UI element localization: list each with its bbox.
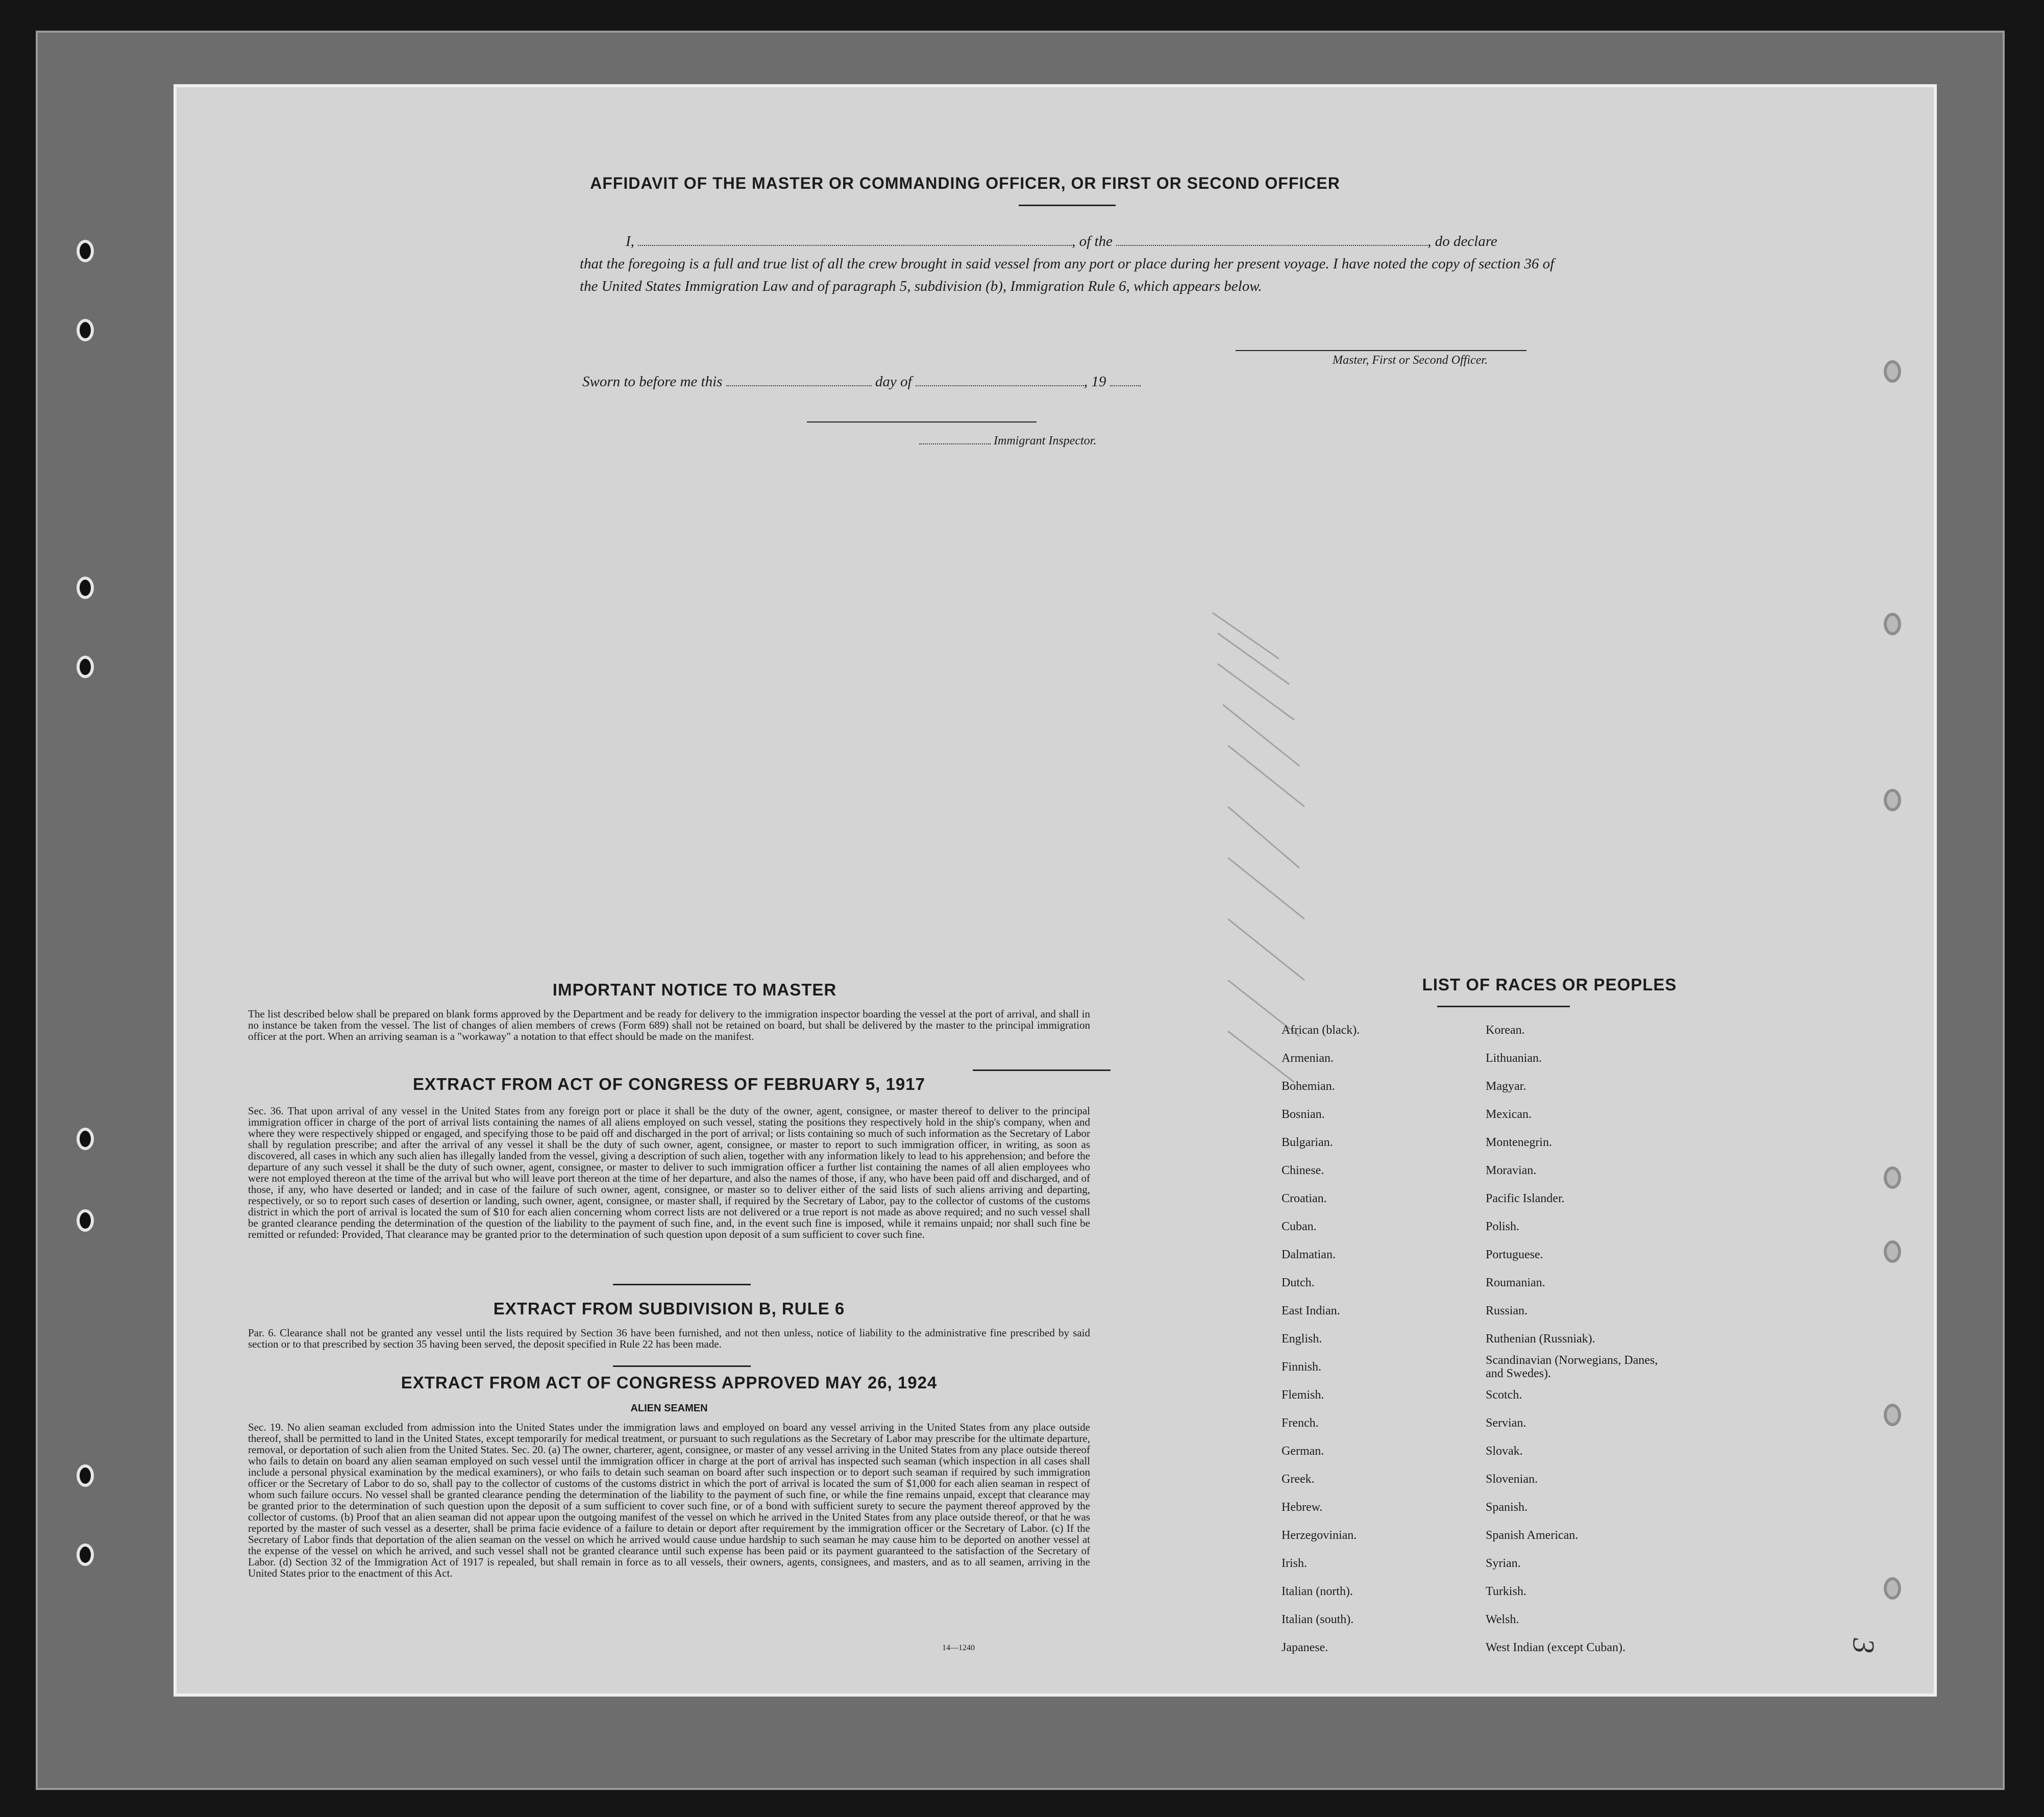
officer-name-field[interactable]	[638, 233, 1072, 246]
binder-hole	[77, 1209, 94, 1232]
extract-1917-title: EXTRACT FROM ACT OF CONGRESS OF FEBRUARY 5, 1917	[413, 1075, 925, 1093]
race-left: Armenian.	[1282, 1052, 1334, 1065]
form-number: 14—1240	[942, 1644, 975, 1652]
divider	[973, 1069, 1111, 1071]
page-hole	[1884, 789, 1901, 811]
race-right: Slovak.	[1486, 1445, 1523, 1458]
race-left: Flemish.	[1282, 1388, 1324, 1402]
binder-hole	[77, 1544, 94, 1566]
extract-1917-body: Sec. 36. That upon arrival of any vessel in the United States from any foreign port or place it shall be the duty of the owner, agent, consignee, or master thereof to deliver to the principal immigration officer in charge of the port of arrival lists containing the names of all aliens employed on such vessel, stating the positions they respectively hold in the ship's company, when and where they were respectively shipped or engaged, and specifying those to be paid off and discharged in the port of arrival; or lists containing so much of such information as the Secretary of Labor shall by regulation prescribe; and after the arrival of any vessel it shall be the duty of such owner, agent, consignee, or master to report to such immigration officer, in writing, as soon as discovered, all cases in which any such alien has illegally landed from the vessel, giving a description of such alien, together with any information likely to lead to his apprehension; and before the departure of any such vessel it shall be the duty of such owner, agent, consignee, or master to deliver to such immigration officer a further list containing the names of all alien employees who were not employed thereon at the time of the arrival but who will leave port thereon at the time of her departure, and also the names of those, if any, who have been paid off and discharged, and of those, if any, who have deserted or landed; and in case of the failure of such owner, agent, consignee, or master so to deliver either of the said lists of such aliens arriving and departing, respectively, or so to report such cases of desertion or landing, such owner, agent, consignee, or master shall, if required by the Secretary of Labor, pay to the collector of customs of the customs district in which the port of arrival is located the sum of $10 for each alien concerning whom correct lists are not delivered or a true report is not made as above required; and no such vessel shall be granted clearance pending the determination of the question of the liability to the payment of such fine, and, in the event such fine is imposed, while it remains unpaid; nor shall such fine be remitted or refunded: Provided, That clearance may be granted prior to the determination of such question upon deposit of a sum sufficient to cover such fine.	[248, 1105, 1090, 1240]
race-right: Montenegrin.	[1486, 1136, 1552, 1149]
binder-hole	[77, 656, 94, 678]
divider	[613, 1284, 751, 1285]
race-left: Finnish.	[1282, 1360, 1322, 1374]
race-left: Cuban.	[1282, 1220, 1317, 1233]
race-right: Ruthenian (Russniak).	[1486, 1332, 1595, 1346]
race-right: Syrian.	[1486, 1557, 1521, 1570]
races-title: LIST OF RACES OR PEOPLES	[1422, 975, 1677, 994]
race-right: West Indian (except Cuban).	[1486, 1641, 1626, 1654]
year-prefix: , 19	[1083, 374, 1106, 390]
race-right: Spanish American.	[1486, 1529, 1579, 1542]
race-left: Greek.	[1282, 1473, 1315, 1486]
race-right: Polish.	[1486, 1220, 1520, 1233]
page-hole	[1884, 1166, 1901, 1189]
race-right: Turkish.	[1486, 1585, 1526, 1598]
race-left: Bulgarian.	[1282, 1136, 1333, 1149]
extract-1924-title: EXTRACT FROM ACT OF CONGRESS APPROVED MAY 26, 1924	[401, 1373, 938, 1392]
binder-hole	[77, 319, 94, 341]
race-left: Bosnian.	[1282, 1108, 1325, 1121]
affidavit-do-declare: , do declare	[1427, 233, 1497, 250]
races-title-underline	[1437, 1006, 1570, 1007]
race-left: Herzegovinian.	[1282, 1529, 1357, 1542]
race-right: Scandinavian (Norwegians, Danes, and Swedes).	[1486, 1354, 1658, 1380]
race-right: Lithuanian.	[1486, 1052, 1542, 1065]
race-left: Chinese.	[1282, 1164, 1324, 1177]
race-left: Japanese.	[1282, 1641, 1328, 1654]
affidavit-declaration	[580, 230, 1555, 297]
vessel-name-field[interactable]	[1116, 233, 1427, 246]
race-right: Slovenian.	[1486, 1473, 1538, 1486]
page-hole	[1884, 1240, 1901, 1263]
race-left: German.	[1282, 1445, 1324, 1458]
affidavit-title: AFFIDAVIT OF THE MASTER OR COMMANDING OFFICER, OR FIRST OR SECOND OFFICER	[590, 174, 1340, 192]
extract-rule6-body: Par. 6. Clearance shall not be granted any vessel until the lists required by Section 36 have been furnished, and not then unless, notice of liability to the administrative fine prescribed by said section or to that prescribed by section 35 having been served, the deposit specified in Rule 22 has been made.	[248, 1327, 1090, 1350]
affidavit-title-underline	[1019, 205, 1116, 206]
page-hole	[1884, 1577, 1901, 1600]
race-left: Italian (north).	[1282, 1585, 1353, 1598]
race-right: Roumanian.	[1486, 1276, 1545, 1289]
binder-hole	[77, 577, 94, 599]
page-hole	[1884, 360, 1901, 383]
race-left: Hebrew.	[1282, 1501, 1323, 1514]
race-left: English.	[1282, 1332, 1322, 1346]
race-left: French.	[1282, 1416, 1319, 1430]
page-hole	[1884, 613, 1901, 635]
race-left: East Indian.	[1282, 1304, 1340, 1317]
divider	[613, 1365, 751, 1367]
affidavit-of-the: , of the	[1072, 233, 1113, 250]
race-left: African (black).	[1282, 1024, 1360, 1037]
notice-title: IMPORTANT NOTICE TO MASTER	[552, 980, 837, 999]
master-signature-line[interactable]	[1236, 350, 1526, 351]
race-right: Scotch.	[1486, 1388, 1522, 1402]
race-left: Irish.	[1282, 1557, 1307, 1570]
race-right: Moravian.	[1486, 1164, 1537, 1177]
race-right: Servian.	[1486, 1416, 1526, 1430]
inspector-signature-line[interactable]	[807, 421, 1037, 422]
affidavit-body: that the foregoing is a full and true list of all the crew brought in said vessel from any port or place during her present voyage. I have noted the copy of section 36 of the United States Immigration Law and of paragraph 5, subdivision (b), Immigration Rule 6, which appears below.	[580, 256, 1555, 294]
race-left: Bohemian.	[1282, 1080, 1335, 1093]
race-left: Dalmatian.	[1282, 1248, 1336, 1261]
inspector-signature-area	[919, 434, 1096, 448]
race-right: Korean.	[1486, 1024, 1525, 1037]
race-right: Portuguese.	[1486, 1248, 1543, 1261]
page-hole	[1884, 1404, 1901, 1426]
day-of-label: day of	[875, 374, 912, 390]
handwritten-numeral: 3	[1846, 1638, 1881, 1654]
binder-hole	[77, 1128, 94, 1150]
inspector-dotline	[919, 436, 991, 444]
race-left: Italian (south).	[1282, 1613, 1354, 1626]
binder-hole	[77, 240, 94, 262]
master-signature-label: Master, First or Second Officer.	[1333, 354, 1488, 367]
affidavit-i-label: I,	[626, 233, 634, 250]
race-right: Russian.	[1486, 1304, 1528, 1317]
race-right: Welsh.	[1486, 1613, 1519, 1626]
race-left: Dutch.	[1282, 1276, 1315, 1289]
race-right: Mexican.	[1486, 1108, 1532, 1121]
binder-hole	[77, 1464, 94, 1487]
race-left: Croatian.	[1282, 1192, 1327, 1205]
sworn-line	[582, 370, 1141, 393]
sworn-month-field[interactable]	[916, 373, 1084, 386]
sworn-date-field[interactable]	[726, 373, 872, 386]
race-right: Spanish.	[1486, 1501, 1528, 1514]
extract-1924-body: Sec. 19. No alien seaman excluded from admission into the United States under the immigration laws and employed on board any vessel arriving in the United States from any place outside thereof, shall be permitted to land in the United States, except temporarily for medical treatment, or pursuant to such regulations as the Secretary of Labor may prescribe for the ultimate departure, removal, or deportation of such alien from the United States. Sec. 20. (a) The owner, charterer, agent, consignee, or master of any vessel arriving in the United States from any place outside thereof who fails to detain on board any alien seaman employed on such vessel until the immigration officer in charge at the port of arrival has inspected such seaman (which inspection in all cases shall include a personal physical examination by the medical examiners), or who fails to detain such seaman on board after such inspection or to deport such seaman if required by such immigration officer or the Secretary of Labor to do so, shall pay to the collector of customs of the customs district in which the port of arrival is located the sum of $1,000 for each alien seaman in respect of whom such failure occurs. No vessel shall be granted clearance pending the determination of the liability to the payment of such fine, or while the fine remains unpaid, except that clearance may be granted prior to the determination of such question upon the deposit of a sum sufficient to cover such fine, or of a bond with sufficient surety to secure the payment thereof approved by the collector of customs. (b) Proof that an alien seaman did not appear upon the outgoing manifest of the vessel on which he arrived in the United States from any place outside thereof, or that he was reported by the master of such vessel as a deserter, shall be prima facie evidence of a failure to detain or deport after requirement by the immigration officer or the Secretary of Labor. (c) If the Secretary of Labor finds that deportation of the alien seaman on the vessel on which he arrived would cause undue hardship to such seaman he may cause him to be deported on another vessel at the expense of the vessel on which he arrived, and such vessel shall not be granted clearance until such expense has been paid or its payment guaranteed to the satisfaction of the Secretary of Labor. (d) Section 32 of the Immigration Act of 1917 is repealed, but shall remain in force as to all vessels, their owners, agents, consignees, and masters, and as to all seamen, arriving in the United States prior to the enactment of this Act.	[248, 1421, 1090, 1579]
extract-1924-subtitle: ALIEN SEAMEN	[630, 1403, 708, 1414]
race-right: Magyar.	[1486, 1080, 1526, 1093]
race-right: Pacific Islander.	[1486, 1192, 1565, 1205]
sworn-year-field[interactable]	[1110, 373, 1141, 386]
inspector-label: Immigrant Inspector.	[994, 434, 1097, 447]
sworn-label: Sworn to before me this	[582, 374, 723, 390]
manifest-page	[174, 84, 1937, 1697]
extract-rule6-title: EXTRACT FROM SUBDIVISION B, RULE 6	[493, 1299, 845, 1318]
notice-body: The list described below shall be prepared on blank forms approved by the Department and be ready for delivery to the immigration inspector boarding the vessel at the port of arrival, and shall in no instance be taken from the vessel. The list of changes of alien members of crews (Form 689) shall not be retained on board, but shall be delivered by the master to the principal immigration officer at the port. When an arriving seaman is a "workaway" a notation to that effect should be made on the manifest.	[248, 1008, 1090, 1042]
